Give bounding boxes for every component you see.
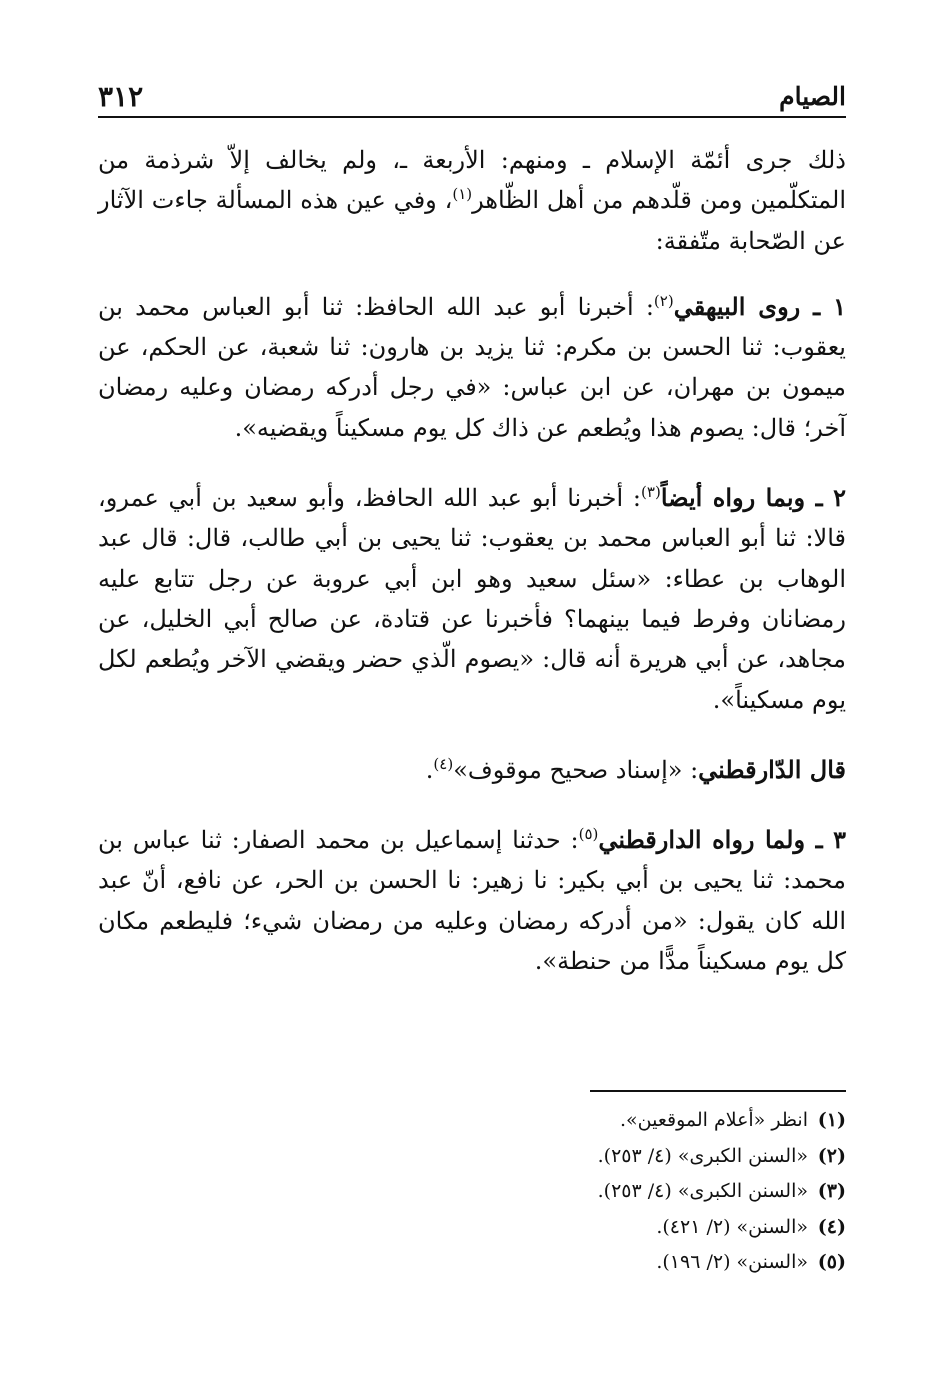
narration-2	[98, 478, 846, 720]
intro-paragraph	[98, 140, 846, 261]
footnote-number: (١)	[817, 1109, 846, 1131]
footnotes	[340, 1103, 846, 1281]
footnote-ref-3[interactable]: (٣)	[641, 483, 661, 502]
running-title: الصيام	[779, 82, 846, 111]
footnote-ref-4[interactable]: (٤)	[433, 754, 454, 773]
footnote-item	[340, 1210, 846, 1246]
narration-3-text: : حدثنا إسماعيل بن محمد الصفار: ثنا عباس بن محمد: ثنا يحيى بن أبي بكير: نا زهير: نا الحسن بن الحر، عن نافع، أنّ عبد الله كان يقول: «من أدركه رمضان وعليه من رمضان شيء؛ فليطعم مكان كل يوم مسكيناً مدًّا من حنطة».	[98, 826, 846, 976]
narration-3	[98, 820, 846, 981]
main-text	[98, 140, 846, 1011]
daraqutni-lead: قال الدّارقطني	[698, 754, 846, 784]
narration-1-lead: ١ ـ روى البيهقي	[673, 291, 847, 321]
footnote-text: «السنن» (٢/ ٤٢١).	[656, 1215, 808, 1238]
footnote-number: (٢)	[817, 1144, 846, 1167]
intro-text-b: ، وفي عين هذه المسألة جاءت الآثار عن الصّحابة متّفقة:	[98, 186, 846, 255]
footnote-ref-5[interactable]: (٥)	[578, 825, 599, 844]
footnote-ref-2[interactable]: (٢)	[653, 291, 674, 310]
narration-1-text: : أخبرنا أبو عبد الله الحافظ: ثنا أبو العباس محمد بن يعقوب: ثنا الحسن بن مكرم: ثنا يزيد بن هارون: ثنا شعبة، عن الحكم، عن ميمون بن مهران، عن ابن عباس: «في رجل أدركه رمضان وعليه رمضان آخر؛ قال: يصوم هذا ويُطعم عن ذاك كل يوم مسكيناً ويقضيه».	[98, 292, 846, 442]
footnote-number: (٤)	[817, 1215, 846, 1238]
narration-3-lead: ٣ ـ ولما رواه الدارقطني	[598, 825, 846, 855]
narration-2-text: : أخبرنا أبو عبد الله الحافظ، وأبو سعيد بن أبي عمرو، قالا: ثنا أبو العباس محمد بن يعقوب: ثنا يحيى بن أبي طالب، قال: قال عبد الوهاب بن عطاء: «سئل سعيد وهو ابن أبي عروبة عن رجل تتابع عليه رمضانان وفرط فيما بينهما؟ فأخبرنا عن قتادة، عن صالح أبي الخليل، عن مجاهد، عن أبي هريرة أنه قال: «يصوم الّذي حضر ويقضي الآخر ويُطعم لكل يوم مسكيناً».	[98, 484, 846, 714]
daraqutni-text: : «إسناد صحيح موقوف»	[453, 755, 699, 784]
page-number: ٣١٢	[98, 80, 144, 113]
footnote-item	[340, 1103, 846, 1139]
intro-text-a: ذلك جرى أئمّة الإسلام ـ ومنهم: الأربعة ـ، ولم يخالف إلاّ شرذمة من المتكلّمين ومن قلّدهم من أهل الظّاهر	[98, 146, 846, 215]
page-header	[98, 78, 846, 118]
daraqutni-end: .	[425, 755, 434, 784]
daraqutni-comment	[98, 750, 846, 790]
footnote-divider	[590, 1090, 846, 1092]
footnote-ref-1[interactable]: (١)	[452, 185, 473, 204]
footnote-item	[340, 1174, 846, 1210]
footnote-number: (٣)	[817, 1180, 846, 1202]
footnote-item	[340, 1245, 846, 1281]
footnote-text: «السنن» (٢/ ١٩٦).	[656, 1251, 808, 1273]
footnote-text: انظر «أعلام الموقعين».	[619, 1109, 808, 1131]
footnote-text: «السنن الكبرى» (٤/ ٢٥٣).	[597, 1144, 808, 1167]
narration-1	[98, 287, 846, 448]
footnote-text: «السنن الكبرى» (٤/ ٢٥٣).	[597, 1180, 808, 1202]
footnote-number: (٥)	[817, 1251, 846, 1273]
narration-2-lead: ٢ ـ وبما رواه أيضاً	[660, 483, 847, 513]
footnote-item	[340, 1139, 846, 1175]
